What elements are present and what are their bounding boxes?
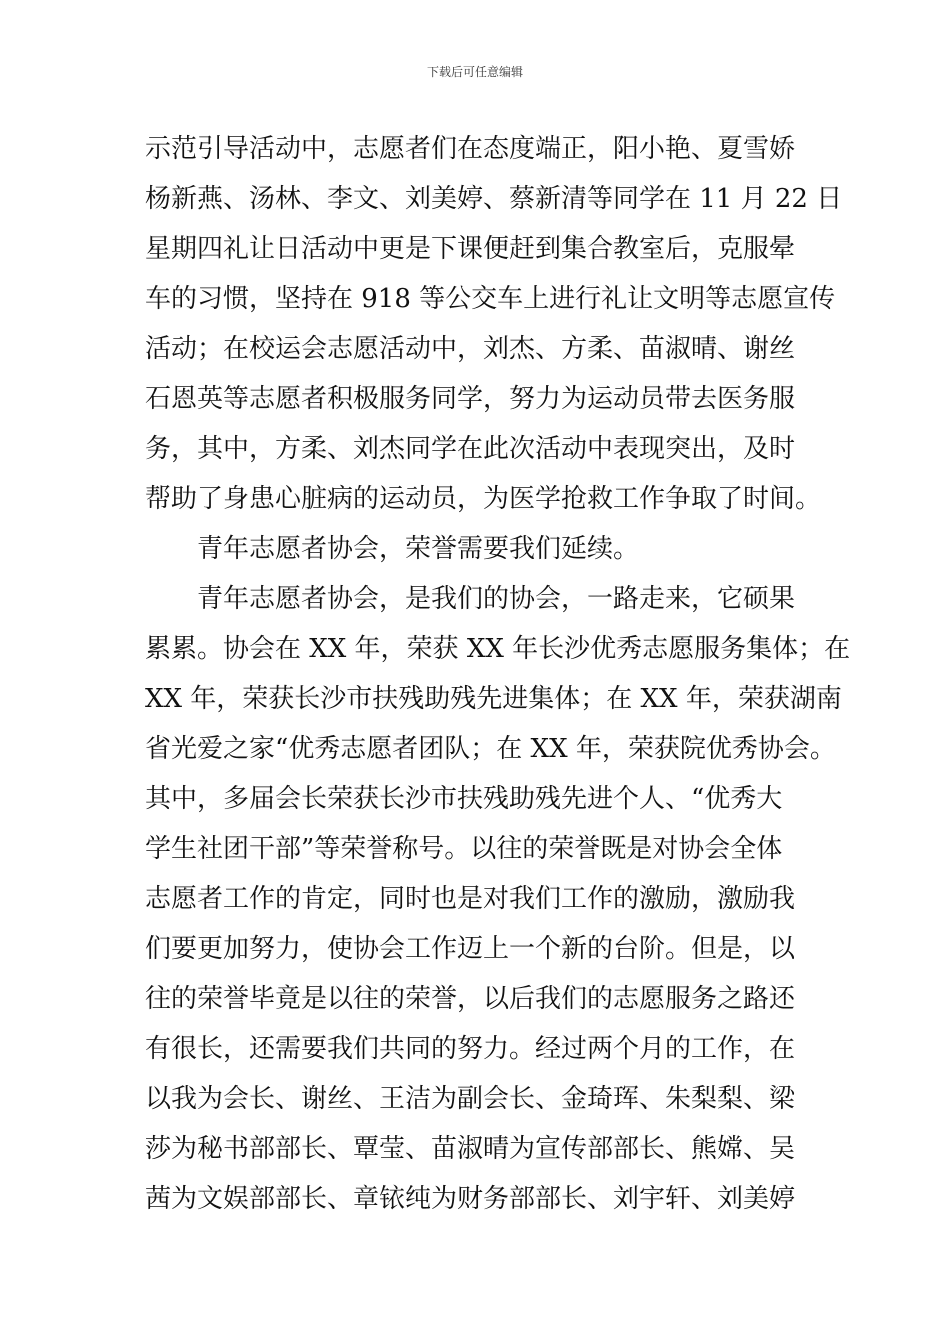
text-line: 帮助了身患心脏病的运动员，为医学抢救工作争取了时间。	[145, 484, 822, 514]
text-line: 以我为会长、谢丝、王洁为副会长、金琦珲、朱梨梨、梁	[145, 1084, 796, 1114]
text-line: 莎为秘书部部长、覃莹、苗淑晴为宣传部部长、熊嫦、吴	[145, 1134, 796, 1164]
text-line: 其中，多届会长荣获长沙市扶残助残先进个人、“优秀大	[145, 784, 783, 814]
text-line: 学生社团干部”等荣誉称号。以往的荣誉既是对协会全体	[145, 834, 783, 864]
text-line: 活动；在校运会志愿活动中，刘杰、方柔、苗淑晴、谢丝	[145, 334, 796, 364]
text-line: 有很长，还需要我们共同的努力。经过两个月的工作，在	[145, 1034, 796, 1064]
text-line: 青年志愿者协会，是我们的协会，一路走来，它硕果	[197, 584, 796, 614]
text-line: 石恩英等志愿者积极服务同学，努力为运动员带去医务服	[145, 384, 796, 414]
text-line: 志愿者工作的肯定，同时也是对我们工作的激励，激励我	[145, 884, 796, 914]
text-line: 们要更加努力，使协会工作迈上一个新的台阶。但是，以	[145, 934, 796, 964]
text-line: 星期四礼让日活动中更是下课便赶到集合教室后，克服晕	[145, 234, 796, 264]
document-body	[145, 124, 851, 1224]
page-header: 下载后可任意编辑	[426, 65, 523, 79]
text-line: 青年志愿者协会，荣誉需要我们延续。	[197, 534, 640, 564]
text-line: 务，其中，方柔、刘杰同学在此次活动中表现突出，及时	[145, 434, 796, 464]
text-line: 省光爱之家“优秀志愿者团队；在 XX 年，荣获院优秀协会。	[145, 734, 836, 764]
text-line: 累累。协会在 XX 年，荣获 XX 年长沙优秀志愿服务集体；在	[145, 634, 851, 664]
text-line: 杨新燕、汤林、李文、刘美婷、蔡新清等同学在 11 月 22 日	[145, 184, 843, 214]
text-line: 往的荣誉毕竟是以往的荣誉，以后我们的志愿服务之路还	[145, 984, 796, 1014]
text-line: 茜为文娱部部长、章铱纯为财务部部长、刘宇轩、刘美婷	[145, 1184, 796, 1214]
text-line: 车的习惯，坚持在 918 等公交车上进行礼让文明等志愿宣传	[145, 284, 836, 314]
text-line: 示范引导活动中，志愿者们在态度端正，阳小艳、夏雪娇	[145, 134, 796, 164]
text-line: XX 年，荣获长沙市扶残助残先进集体；在 XX 年，荣获湖南	[145, 684, 842, 714]
